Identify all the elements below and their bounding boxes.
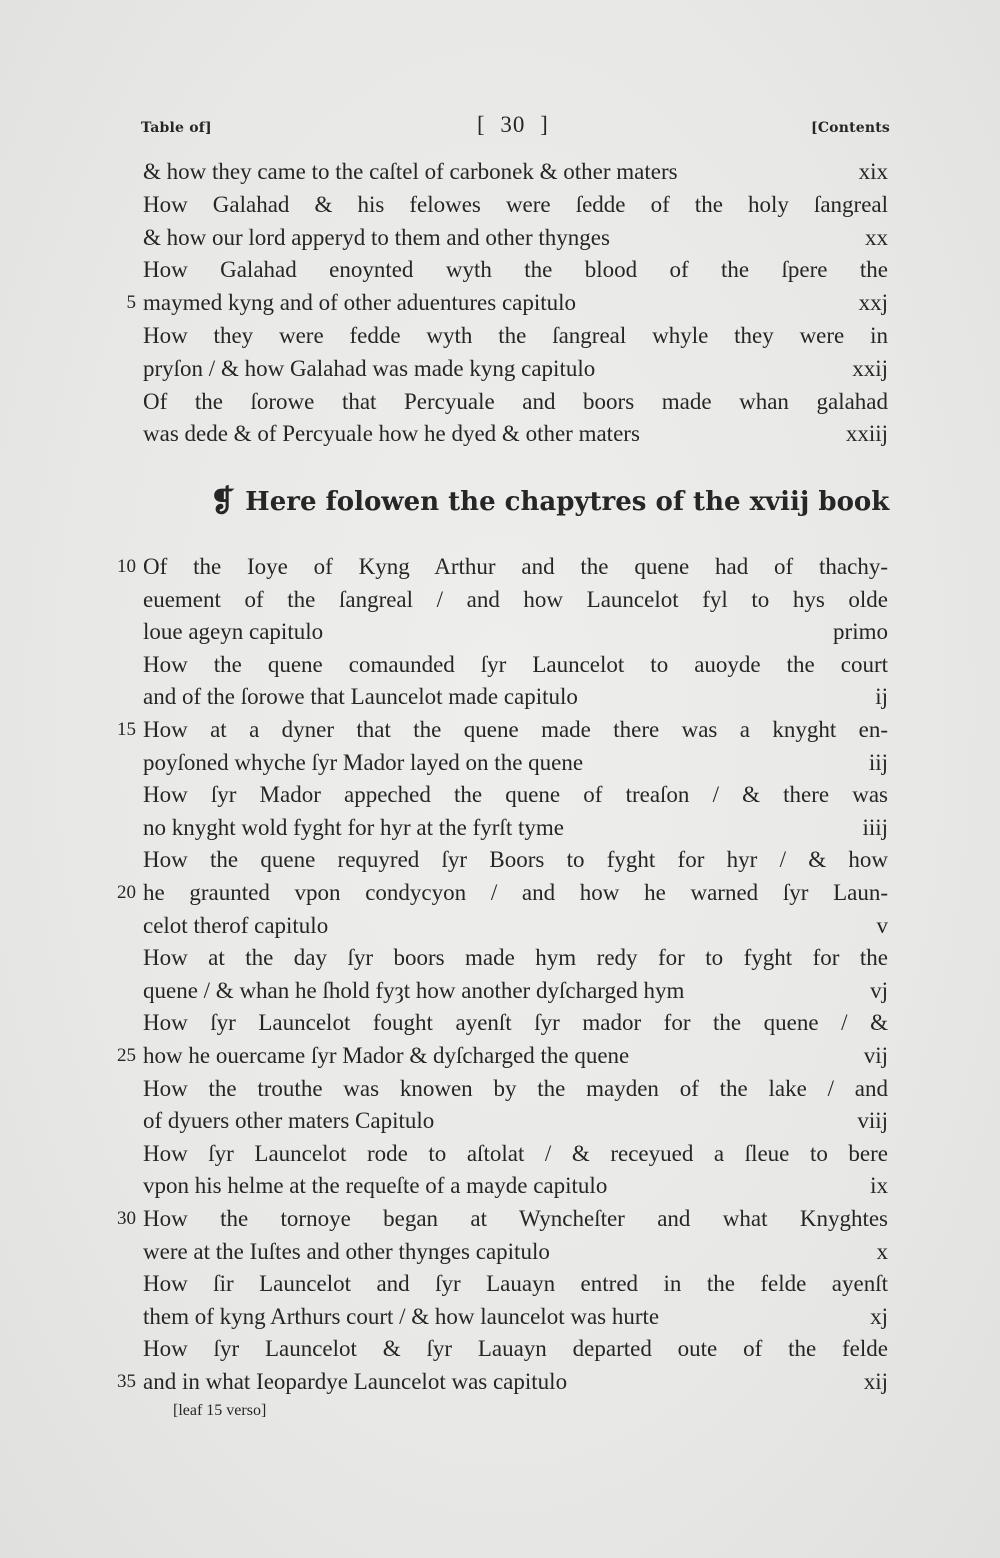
line-text: no knyght wold fyght for hyr at the fyrſt tyme xyxy=(143,814,564,840)
chapter-numeral: x xyxy=(876,1238,888,1264)
contents-line xyxy=(0,746,1000,779)
contents-line xyxy=(0,1267,1000,1300)
line-text: were at the Iuſtes and other thynges capitulo xyxy=(143,1238,550,1264)
chapter-numeral: ij xyxy=(875,684,888,710)
contents-line xyxy=(0,811,1000,844)
contents-line xyxy=(0,1300,1000,1333)
contents-line xyxy=(0,1039,1000,1072)
line-text: them of kyng Arthurs court / & how launcelot was hurte xyxy=(143,1303,660,1329)
chapter-numeral: vij xyxy=(863,1043,888,1068)
contents-line xyxy=(0,221,1000,254)
contents-line xyxy=(0,1235,1000,1268)
contents-line xyxy=(0,583,1000,616)
line-text: How ſyr Launcelot rode to aſtolat / & receyued a ſleue to bere xyxy=(143,1140,888,1166)
contents-line xyxy=(0,1202,1000,1235)
contents-line xyxy=(0,909,1000,942)
line-text: How ſir Launcelot and ſyr Lauayn entred in the felde ayenſt xyxy=(143,1271,888,1297)
line-text: How Galahad enoynted wyth the blood of the ſpere the xyxy=(143,257,888,283)
chapter-numeral: xix xyxy=(858,159,888,184)
contents-line xyxy=(0,615,1000,648)
chapter-numeral: ix xyxy=(870,1173,888,1199)
contents-line xyxy=(0,843,1000,876)
contents-line xyxy=(0,319,1000,352)
contents-line xyxy=(0,188,1000,221)
contents-line xyxy=(0,286,1000,319)
contents-line xyxy=(0,974,1000,1007)
contents-line xyxy=(0,941,1000,974)
line-text: was dede & of Percyuale how he dyed & other maters xyxy=(143,421,640,447)
section-heading xyxy=(210,482,890,522)
contents-line xyxy=(0,1332,1000,1365)
chapter-numeral: iij xyxy=(868,749,888,775)
line-text: celot therof capitulo xyxy=(143,912,329,938)
contents-line xyxy=(0,713,1000,746)
line-number: 20 xyxy=(117,882,136,903)
line-text: of dyuers other maters Capitulo xyxy=(143,1108,435,1134)
contents-line xyxy=(0,1169,1000,1202)
line-number: 25 xyxy=(117,1045,136,1066)
chapter-numeral: xj xyxy=(870,1303,888,1329)
line-text: Of the Ioye of Kyng Arthur and the quene had of thachy- xyxy=(143,554,888,579)
paragraph-mark-icon: ❡ xyxy=(210,484,236,519)
running-header xyxy=(141,112,890,144)
chapter-numeral: v xyxy=(876,912,888,938)
chapter-numeral: xx xyxy=(865,224,888,250)
chapter-numeral: viij xyxy=(857,1108,888,1134)
page-number: [ 30 ] xyxy=(477,112,549,137)
line-text: maymed kyng and of other aduentures capitulo xyxy=(143,290,577,316)
chapter-numeral: xij xyxy=(863,1369,888,1394)
contents-line xyxy=(0,417,1000,450)
line-number: 15 xyxy=(117,719,136,740)
line-text: How ſyr Launcelot & ſyr Lauayn departed oute of the felde xyxy=(143,1336,888,1362)
line-text: quene / & whan he ſhold fyȝt how another dyſcharged hym xyxy=(143,977,685,1003)
section-heading-text: Here folowen the chapytres of the xviij book xyxy=(245,487,890,517)
line-number: 30 xyxy=(117,1208,136,1229)
contents-line xyxy=(0,550,1000,583)
line-number: 10 xyxy=(117,556,136,577)
contents-line xyxy=(0,1072,1000,1105)
line-text: pryſon / & how Galahad was made kyng capitulo xyxy=(143,355,596,381)
contents-line xyxy=(0,1365,1000,1398)
contents-line xyxy=(0,352,1000,385)
contents-line xyxy=(0,778,1000,811)
line-text: How the tornoye began at Wyncheſter and what Knyghtes xyxy=(143,1206,888,1231)
line-text: How Galahad & his felowes were ſedde of the holy ſangreal xyxy=(143,191,888,217)
line-text: How ſyr Mador appeched the quene of treaſon / & there was xyxy=(143,782,888,808)
chapter-numeral: xxij xyxy=(852,355,888,381)
line-text: he graunted vpon condycyon / and how he warned ſyr Laun- xyxy=(143,880,888,905)
chapter-numeral: xxiij xyxy=(845,421,888,447)
contents-line xyxy=(0,385,1000,418)
line-text: euement of the ſangreal / and how Launcelot fyl to hys olde xyxy=(143,586,888,612)
contents-line xyxy=(0,253,1000,286)
chapter-numeral: primo xyxy=(833,619,888,645)
line-text: loue ageyn capitulo xyxy=(143,619,324,645)
footnote: [leaf 15 verso] xyxy=(173,1402,267,1419)
contents-line xyxy=(0,1006,1000,1039)
header-left: Table of] xyxy=(141,120,212,136)
contents-line xyxy=(0,1137,1000,1170)
line-number: 5 xyxy=(126,292,136,314)
line-text: & how they came to the caſtel of carbonek & other maters xyxy=(143,159,678,184)
contents-line xyxy=(0,1104,1000,1137)
line-text: How the quene requyred ſyr Boors to fyght for hyr / & how xyxy=(143,847,888,873)
line-text: How ſyr Launcelot fought ayenſt ſyr mador for the quene / & xyxy=(143,1010,888,1036)
line-text: and in what Ieopardye Launcelot was capitulo xyxy=(143,1369,568,1394)
chapter-numeral: xxj xyxy=(858,290,888,316)
chapter-numeral: vj xyxy=(870,977,888,1003)
line-text: How the quene comaunded ſyr Launcelot to auoyde the court xyxy=(143,651,888,677)
line-text: How they were fedde wyth the ſangreal whyle they were in xyxy=(143,323,888,348)
header-right: [Contents xyxy=(811,120,890,136)
contents-line xyxy=(0,155,1000,188)
contents-line xyxy=(0,680,1000,713)
line-text: How at a dyner that the quene made there was a knyght en- xyxy=(143,717,888,742)
line-text: Of the ſorowe that Percyuale and boors made whan galahad xyxy=(143,388,888,414)
line-number: 35 xyxy=(117,1371,136,1392)
contents-line xyxy=(0,648,1000,681)
line-text: How the trouthe was knowen by the mayden of the lake / and xyxy=(143,1075,888,1101)
line-text: and of the ſorowe that Launcelot made capitulo xyxy=(143,684,578,710)
line-text: how he ouercame ſyr Mador & dyſcharged the quene xyxy=(143,1043,630,1068)
line-text: How at the day ſyr boors made hym redy for to fyght for the xyxy=(143,945,888,971)
contents-line xyxy=(0,876,1000,909)
line-text: vpon his helme at the requeſte of a mayde capitulo xyxy=(143,1173,608,1199)
line-text: & how our lord apperyd to them and other thynges xyxy=(143,224,610,250)
chapter-numeral: iiij xyxy=(862,814,888,840)
line-text: poyſoned whyche ſyr Mador layed on the quene xyxy=(143,749,584,775)
